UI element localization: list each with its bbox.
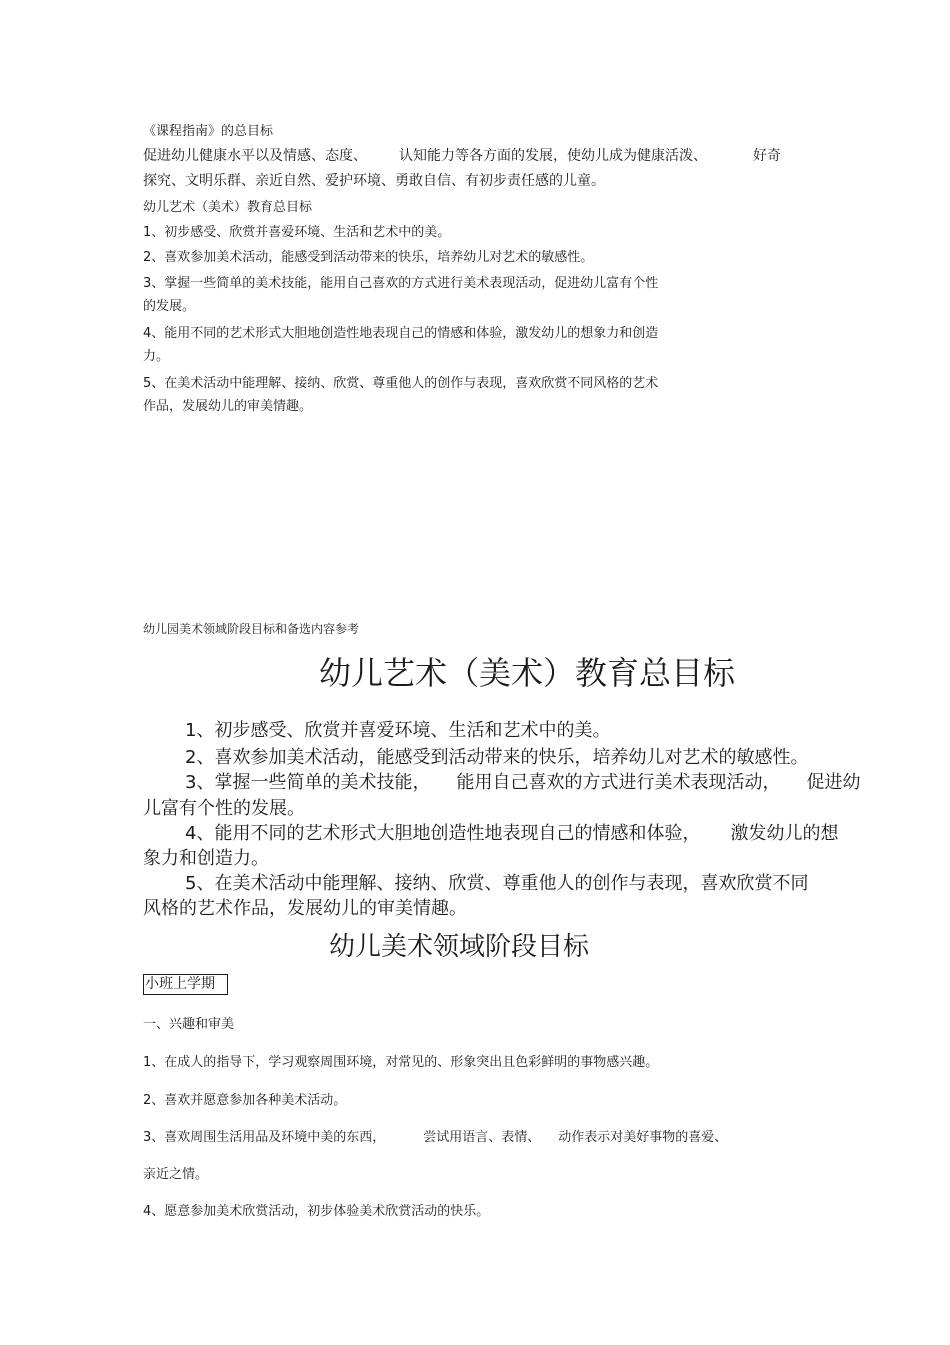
item4-part-a: 4、能用不同的艺术形式大胆地创造性地表现自己的情感和体验， (185, 823, 701, 844)
section2-item-3-line1 (185, 768, 860, 794)
section2-item-2: 2、喜欢参加美术活动，能感受到活动带来的快乐，培养幼儿对艺术的敏感性。 (185, 747, 809, 768)
section2-item-1: 1、初步感受、欣赏并喜爱环境、生活和艺术中的美。 (185, 720, 611, 741)
item4-part-b: 激发幼儿的想 (730, 823, 839, 844)
term-label: 小班上学期 (143, 974, 228, 995)
section2-item-3-line2: 儿富有个性的发展。 (143, 798, 305, 819)
section3-category: 一、兴趣和审美 (143, 1017, 235, 1032)
section3-goal-4: 4、愿意参加美术欣赏活动，初步体验美术欣赏活动的快乐。 (143, 1204, 490, 1219)
section2-item-4-line1 (185, 819, 838, 845)
section3-title: 幼儿美术领域阶段目标 (329, 932, 590, 962)
item3-part-a: 3、掌握一些简单的美术技能， (185, 772, 431, 793)
section1-intro-line1 (143, 145, 781, 165)
section2-title: 幼儿艺术（美术）教育总目标 (319, 654, 736, 692)
section3-goal-1: 1、在成人的指导下，学习观察周围环境，对常见的、形象突出且色彩鲜明的事物感兴趣。 (143, 1055, 659, 1070)
item3-part-c: 促进幼 (806, 772, 861, 793)
goal3-part-b: 尝试用语言、表情、 (423, 1130, 541, 1145)
section1-item-5-line1: 5、在美术活动中能理解、接纳、欣赏、尊重他人的创作与表现，喜欢欣赏不同风格的艺术 (143, 376, 659, 391)
section1-intro-line2: 探究、文明乐群、亲近自然、爱护环境、勇敢自信、有初步责任感的儿童。 (143, 173, 605, 189)
intro-part-b: 认知能力等各方面的发展，使幼儿成为健康活泼、 (399, 148, 707, 164)
section1-item-5-line2: 作品，发展幼儿的审美情趣。 (143, 399, 313, 414)
intro-part-c: 好奇 (753, 148, 781, 164)
item3-part-b: 能用自己喜欢的方式进行美术表现活动， (456, 772, 781, 793)
section1-item-4-line1: 4、能用不同的艺术形式大胆地创造性地表现自己的情感和体验，激发幼儿的想象力和创造 (143, 326, 659, 341)
section2-item-4-line2: 象力和创造力。 (143, 848, 269, 869)
intro-part-a: 促进幼儿健康水平以及情感、态度、 (143, 148, 367, 164)
section3-goal-3-line1 (143, 1126, 727, 1145)
section1-title: 《课程指南》的总目标 (143, 124, 274, 139)
section3-goal-3-line2: 亲近之情。 (143, 1167, 209, 1182)
section3-goal-2: 2、喜欢并愿意参加各种美术活动。 (143, 1093, 347, 1108)
section2-item-5-line1: 5、在美术活动中能理解、接纳、欣赏、尊重他人的创作与表现，喜欢欣赏不同 (185, 873, 809, 894)
section1-item-3-line2: 的发展。 (143, 299, 196, 314)
section1-subtitle: 幼儿艺术（美术）教育总目标 (143, 200, 313, 215)
goal3-part-a: 3、喜欢周围生活用品及环境中美的东西， (143, 1130, 386, 1145)
section1-item-1: 1、初步感受、欣赏并喜爱环境、生活和艺术中的美。 (143, 225, 451, 240)
section2-header: 幼儿园美术领域阶段目标和备选内容参考 (143, 622, 360, 636)
term-label-box (143, 973, 228, 993)
section1-item-4-line2: 力。 (143, 349, 170, 364)
section1-item-2: 2、喜欢参加美术活动，能感受到活动带来的快乐，培养幼儿对艺术的敏感性。 (143, 250, 594, 265)
goal3-part-c: 动作表示对美好事物的喜爱、 (558, 1130, 728, 1145)
section2-item-5-line2: 风格的艺术作品，发展幼儿的审美情趣。 (143, 898, 467, 919)
section1-item-3-line1: 3、掌握一些简单的美术技能，能用自己喜欢的方式进行美术表现活动，促进幼儿富有个性 (143, 276, 659, 291)
